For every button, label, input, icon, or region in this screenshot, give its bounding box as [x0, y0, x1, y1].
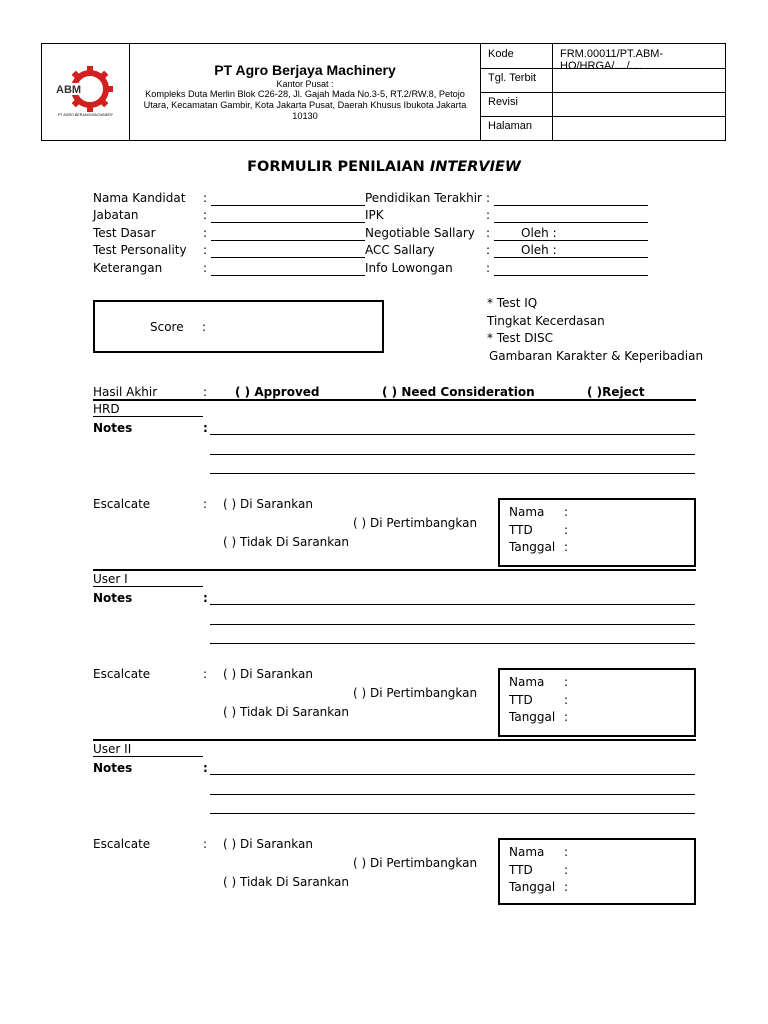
escalate-colon: : — [203, 837, 208, 851]
notes-colon: : — [203, 761, 208, 775]
hasil-akhir-rule — [93, 399, 696, 401]
company-logo — [42, 44, 128, 140]
meta-row-tgl-terbit — [481, 68, 725, 93]
field-colon: : — [486, 243, 491, 257]
meta-row-revisi — [481, 92, 725, 117]
sign-tanggal-label: Tanggal — [509, 880, 556, 894]
logo-cell — [42, 44, 130, 140]
section-role-label: HRD — [93, 402, 120, 416]
field-colon: : — [203, 261, 208, 275]
hasil-akhir-colon: : — [203, 385, 208, 399]
field-input-left[interactable] — [211, 222, 365, 223]
role-underline — [93, 416, 203, 417]
svg-text:ABM: ABM — [56, 84, 82, 96]
option-reject[interactable]: ( )Reject — [587, 385, 645, 399]
notes-line[interactable] — [210, 604, 695, 605]
field-input-right[interactable] — [494, 275, 648, 276]
field-label-left: Jabatan — [93, 208, 139, 222]
sign-colon: : — [564, 863, 569, 877]
sign-tanggal-label: Tanggal — [509, 540, 556, 554]
sign-nama-label: Nama — [509, 675, 545, 689]
escalate-option-disarankan[interactable]: ( ) Di Sarankan — [223, 837, 313, 851]
meta-value[interactable] — [554, 92, 560, 96]
escalate-option-tidak-disarankan[interactable]: ( ) Tidak Di Sarankan — [223, 535, 349, 549]
role-underline — [93, 756, 203, 757]
oleh-label: Oleh : — [521, 243, 557, 257]
score-label: Score — [150, 320, 184, 334]
field-label-right: Negotiable Sallary — [365, 226, 475, 240]
escalate-option-tidak-disarankan[interactable]: ( ) Tidak Di Sarankan — [223, 875, 349, 889]
field-input-left[interactable] — [211, 205, 365, 206]
notes-line[interactable] — [210, 624, 695, 625]
signature-box — [498, 668, 696, 737]
escalate-option-dipertimbangkan[interactable]: ( ) Di Pertimbangkan — [353, 516, 478, 530]
oleh-label: Oleh : — [521, 226, 557, 240]
escalate-option-dipertimbangkan[interactable]: ( ) Di Pertimbangkan — [353, 856, 478, 870]
sign-colon: : — [564, 880, 569, 894]
sign-ttd-label: TTD — [509, 693, 533, 707]
signature-box — [498, 838, 696, 905]
notes-label: Notes — [93, 421, 133, 435]
field-label-right: ACC Sallary — [365, 243, 435, 257]
field-colon: : — [486, 208, 491, 222]
escalate-label: Escalcate — [93, 837, 151, 851]
field-label-left: Test Personality — [93, 243, 187, 257]
escalate-option-disarankan[interactable]: ( ) Di Sarankan — [223, 497, 313, 511]
field-colon: : — [203, 226, 208, 240]
field-label-left: Test Dasar — [93, 226, 156, 240]
notes-line[interactable] — [210, 813, 695, 814]
section-role-label: User II — [93, 742, 132, 756]
field-input-right[interactable] — [494, 222, 648, 223]
sign-tanggal-label: Tanggal — [509, 710, 556, 724]
sign-colon: : — [564, 523, 569, 537]
field-colon: : — [203, 243, 208, 257]
notes-line[interactable] — [210, 454, 695, 455]
sign-colon: : — [564, 505, 569, 519]
meta-value[interactable]: FRM.00011/PT.ABM-HO/HRGA/..../.... — [560, 48, 664, 72]
notes-colon: : — [203, 421, 208, 435]
escalate-label: Escalcate — [93, 497, 151, 511]
notes-line[interactable] — [210, 434, 695, 435]
section-role-label: User I — [93, 572, 128, 586]
notes-colon: : — [203, 591, 208, 605]
meta-value[interactable] — [554, 68, 560, 72]
field-label-left: Keterangan — [93, 261, 163, 275]
field-input-right[interactable] — [494, 240, 648, 241]
sign-ttd-label: TTD — [509, 863, 533, 877]
option-approved[interactable]: ( ) Approved — [235, 385, 320, 399]
sign-colon: : — [564, 675, 569, 689]
section-divider — [93, 739, 696, 741]
notes-label: Notes — [93, 761, 133, 775]
meta-row-halaman — [481, 116, 725, 140]
notes-line[interactable] — [210, 774, 695, 775]
svg-text:PT AGRO BERJAYA MACHINERY: PT AGRO BERJAYA MACHINERY — [58, 113, 114, 117]
sign-ttd-label: TTD — [509, 523, 533, 537]
form-header — [41, 43, 726, 141]
escalate-colon: : — [203, 497, 208, 511]
field-colon: : — [203, 191, 208, 205]
score-box[interactable] — [93, 300, 384, 353]
section-divider — [93, 569, 696, 571]
field-colon: : — [486, 261, 491, 275]
notes-label: Notes — [93, 591, 133, 605]
notes-line[interactable] — [210, 643, 695, 644]
notes-line[interactable] — [210, 473, 695, 474]
notes-line[interactable] — [210, 794, 695, 795]
sign-nama-label: Nama — [509, 505, 545, 519]
test-iq-note: * Test IQ — [487, 296, 538, 310]
company-address: Kompleks Duta Merlin Blok C26-28, Jl. Gajah Mada No.3-5, RT.2/RW.8, Petojo Utara, Kecamatan Gambir, Kota Jakarta Pusat, Daerah Khusus Ibukota Jakarta 10130 — [143, 89, 467, 121]
sign-colon: : — [564, 540, 569, 554]
field-colon: : — [486, 191, 491, 205]
title-main: FORMULIR PENILAIAN — [247, 159, 430, 175]
escalate-option-disarankan[interactable]: ( ) Di Sarankan — [223, 667, 313, 681]
option-need-consideration[interactable]: ( ) Need Consideration — [382, 385, 535, 399]
field-input-right[interactable] — [494, 257, 648, 258]
field-input-left[interactable] — [211, 275, 365, 276]
field-input-left[interactable] — [211, 257, 365, 258]
sign-colon: : — [564, 845, 569, 859]
test-iq-desc: Tingkat Kecerdasan — [487, 314, 605, 328]
sign-colon: : — [564, 693, 569, 707]
escalate-option-tidak-disarankan[interactable]: ( ) Tidak Di Sarankan — [223, 705, 349, 719]
sign-colon: : — [564, 710, 569, 724]
company-name: PT Agro Berjaya Machinery — [214, 62, 396, 78]
field-label-right: Pendidikan Terakhir — [365, 191, 482, 205]
test-disc-desc: Gambaran Karakter & Keperibadian — [489, 349, 704, 363]
sign-nama-label: Nama — [509, 845, 545, 859]
meta-key: Halaman — [481, 116, 553, 140]
field-label-right: Info Lowongan — [365, 261, 453, 275]
office-label: Kantor Pusat : — [276, 79, 334, 89]
field-input-right[interactable] — [494, 205, 648, 206]
field-input-left[interactable] — [211, 240, 365, 241]
company-cell — [130, 44, 481, 140]
form-title — [0, 159, 768, 175]
field-colon: : — [486, 226, 491, 240]
score-colon: : — [202, 320, 207, 334]
meta-value[interactable] — [554, 116, 560, 120]
escalate-label: Escalcate — [93, 667, 151, 681]
meta-key: Kode — [481, 44, 553, 68]
field-label-left: Nama Kandidat — [93, 191, 186, 205]
field-label-right: IPK — [365, 208, 384, 222]
escalate-option-dipertimbangkan[interactable]: ( ) Di Pertimbangkan — [353, 686, 478, 700]
meta-row-kode — [481, 44, 725, 72]
escalate-colon: : — [203, 667, 208, 681]
meta-key: Tgl. Terbit — [481, 68, 553, 92]
title-italic: INTERVIEW — [429, 159, 521, 175]
role-underline — [93, 586, 203, 587]
test-disc-note: * Test DISC — [487, 331, 554, 345]
meta-key: Revisi — [481, 92, 553, 116]
field-colon: : — [203, 208, 208, 222]
hasil-akhir-label: Hasil Akhir — [93, 385, 158, 399]
signature-box — [498, 498, 696, 567]
